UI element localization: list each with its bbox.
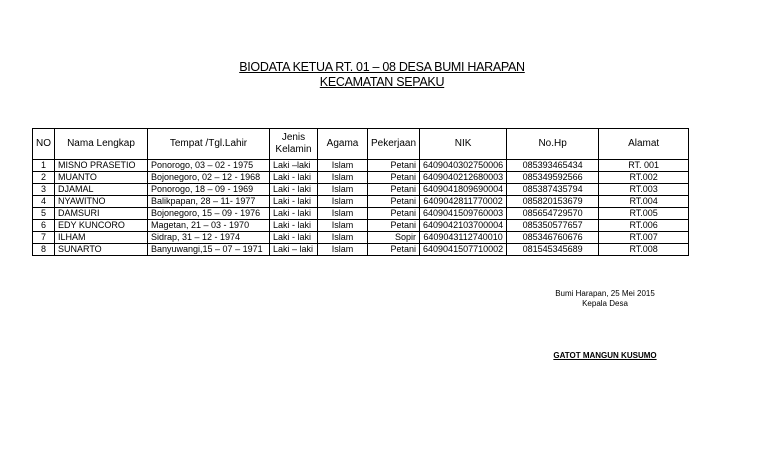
cell-nama: MUANTO (55, 172, 148, 184)
cell-agama: Islam (318, 172, 368, 184)
cell-alamat: RT.006 (599, 220, 689, 232)
signature-role: Kepala Desa (582, 299, 628, 308)
cell-nama: DJAMAL (55, 184, 148, 196)
header-no: NO (33, 129, 55, 160)
table-row (33, 160, 689, 172)
cell-agama: Islam (318, 196, 368, 208)
cell-hp: 085393465434 (507, 160, 599, 172)
cell-alamat: RT.003 (599, 184, 689, 196)
cell-nama: DAMSURI (55, 208, 148, 220)
cell-nik: 6409041509760003 (420, 208, 507, 220)
cell-pekerjaan: Petani (368, 220, 420, 232)
table-row (33, 220, 689, 232)
cell-hp: 085387435794 (507, 184, 599, 196)
cell-agama: Islam (318, 160, 368, 172)
cell-hp: 085349592566 (507, 172, 599, 184)
cell-no: 5 (33, 208, 55, 220)
cell-alamat: RT. 001 (599, 160, 689, 172)
cell-pekerjaan: Petani (368, 196, 420, 208)
header-agama: Agama (318, 129, 368, 160)
cell-nama: MISNO PRASETIO (55, 160, 148, 172)
cell-nik: 6409040302750006 (420, 160, 507, 172)
signature-place-date: Bumi Harapan, 25 Mei 2015 (555, 289, 655, 298)
cell-hp: 081545345689 (507, 244, 599, 256)
cell-hp: 085654729570 (507, 208, 599, 220)
cell-nama: NYAWITNO (55, 196, 148, 208)
cell-pekerjaan: Petani (368, 172, 420, 184)
cell-jk: Laki - laki (270, 208, 318, 220)
cell-pekerjaan: Petani (368, 208, 420, 220)
cell-jk: Laki - laki (270, 184, 318, 196)
header-nik: NIK (420, 129, 507, 160)
cell-agama: Islam (318, 208, 368, 220)
cell-no: 7 (33, 232, 55, 244)
biodata-table (32, 128, 689, 256)
cell-jk: Laki - laki (270, 172, 318, 184)
cell-nik: 6409041809690004 (420, 184, 507, 196)
table-row (33, 172, 689, 184)
cell-alamat: RT.008 (599, 244, 689, 256)
cell-ttl: Ponorogo, 03 – 02 - 1975 (148, 160, 270, 172)
header-ttl: Tempat /Tgl.Lahir (148, 129, 270, 160)
header-pekerjaan: Pekerjaan (368, 129, 420, 160)
cell-nama: SUNARTO (55, 244, 148, 256)
cell-no: 3 (33, 184, 55, 196)
table-header-row (33, 129, 689, 160)
cell-ttl: Ponorogo, 18 – 09 - 1969 (148, 184, 270, 196)
cell-pekerjaan: Petani (368, 184, 420, 196)
signature-name: GATOT MANGUN KUSUMO (553, 351, 657, 360)
header-nama: Nama Lengkap (55, 129, 148, 160)
cell-no: 2 (33, 172, 55, 184)
cell-jk: Laki - laki (270, 196, 318, 208)
cell-agama: Islam (318, 184, 368, 196)
cell-ttl: Bojonegoro, 02 – 12 - 1968 (148, 172, 270, 184)
cell-jk: Laki - laki (270, 220, 318, 232)
cell-ttl: Bojonegoro, 15 – 09 - 1976 (148, 208, 270, 220)
cell-agama: Islam (318, 220, 368, 232)
cell-ttl: Banyuwangi,15 – 07 – 1971 (148, 244, 270, 256)
cell-nik: 6409043112740010 (420, 232, 507, 244)
cell-alamat: RT.007 (599, 232, 689, 244)
cell-pekerjaan: Sopir (368, 232, 420, 244)
cell-nama: ILHAM (55, 232, 148, 244)
header-jk-line2: Kelamin (275, 144, 312, 155)
cell-nik: 6409041507710002 (420, 244, 507, 256)
document-subtitle: KECAMATAN SEPAKU (319, 75, 445, 89)
cell-hp: 085346760676 (507, 232, 599, 244)
table-row (33, 196, 689, 208)
header-hp: No.Hp (507, 129, 599, 160)
cell-nik: 6409042103700004 (420, 220, 507, 232)
header-jenis-kelamin (270, 129, 318, 160)
cell-hp: 085350577657 (507, 220, 599, 232)
cell-ttl: Balikpapan, 28 – 11- 1977 (148, 196, 270, 208)
cell-jk: Laki –laki (270, 160, 318, 172)
cell-nama: EDY KUNCORO (55, 220, 148, 232)
cell-jk: Laki - laki (270, 232, 318, 244)
header-alamat: Alamat (599, 129, 689, 160)
table-row (33, 244, 689, 256)
table-row (33, 208, 689, 220)
document-title: BIODATA KETUA RT. 01 – 08 DESA BUMI HARAPAN (239, 60, 525, 74)
cell-nik: 6409042811770002 (420, 196, 507, 208)
cell-pekerjaan: Petani (368, 244, 420, 256)
cell-jk: Laki – laki (270, 244, 318, 256)
cell-hp: 085820153679 (507, 196, 599, 208)
cell-alamat: RT.005 (599, 208, 689, 220)
cell-nik: 6409040212680003 (420, 172, 507, 184)
cell-agama: Islam (318, 232, 368, 244)
table-row (33, 232, 689, 244)
cell-ttl: Magetan, 21 – 03 - 1970 (148, 220, 270, 232)
cell-alamat: RT.002 (599, 172, 689, 184)
cell-agama: Islam (318, 244, 368, 256)
cell-no: 8 (33, 244, 55, 256)
table-row (33, 184, 689, 196)
cell-alamat: RT.004 (599, 196, 689, 208)
cell-no: 6 (33, 220, 55, 232)
cell-ttl: Sidrap, 31 – 12 - 1974 (148, 232, 270, 244)
cell-no: 4 (33, 196, 55, 208)
cell-pekerjaan: Petani (368, 160, 420, 172)
cell-no: 1 (33, 160, 55, 172)
header-jk-line1: Jenis (281, 132, 306, 143)
